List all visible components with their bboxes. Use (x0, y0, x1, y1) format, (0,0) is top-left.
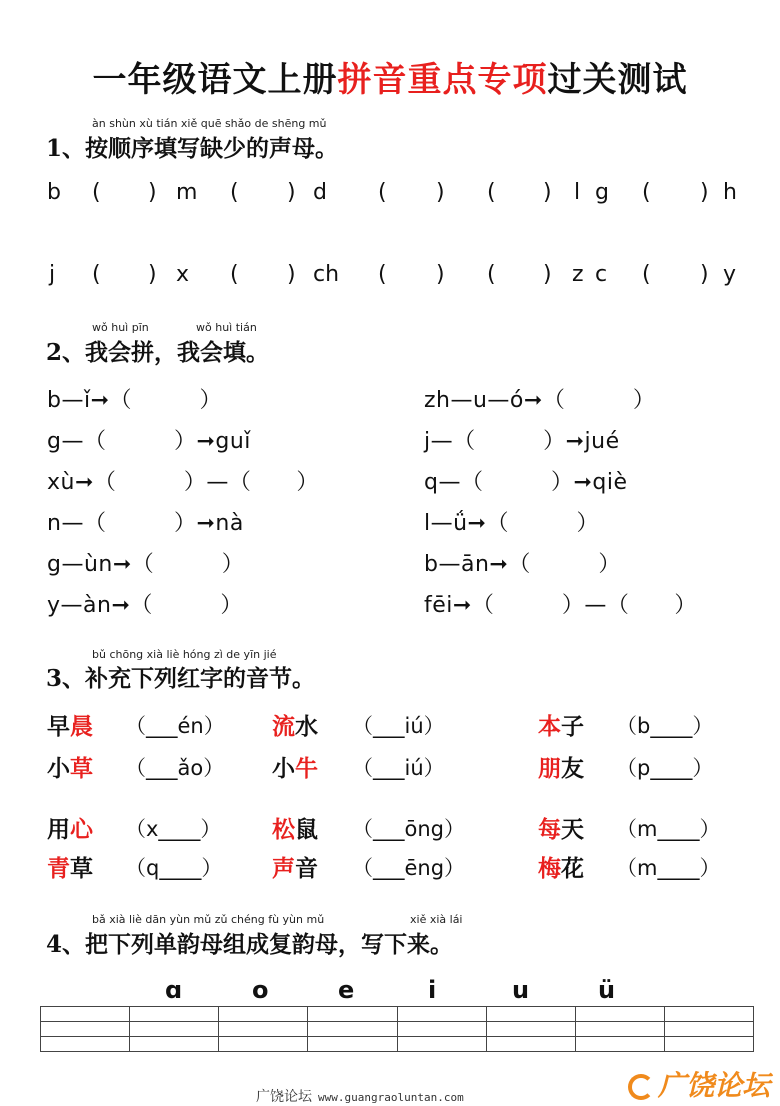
seq-item: ) (436, 262, 445, 287)
vowel: e (338, 976, 355, 1004)
seq-item: ( (642, 262, 651, 287)
seq-item: j (49, 262, 56, 287)
q2-right-item: q—（ ）➞qiè (424, 470, 628, 495)
q1-pinyin: àn shùn xù tián xiě quē shǎo de shēng mǔ (92, 117, 327, 130)
q3-word (538, 708, 584, 741)
site-logo (628, 1064, 770, 1104)
q4-heading: 4、把下列单韵母组成复韵母，写下来。 (46, 931, 454, 958)
seq-item: ( (230, 262, 239, 287)
seq-item: ( (378, 262, 387, 287)
seq-item: ) (543, 262, 552, 287)
q3-word (272, 811, 318, 844)
seq-item: x (176, 262, 190, 287)
q3-word (272, 850, 318, 883)
q4-pinyin-1: bǎ xià liè dān yùn mǔ zǔ chéng fù yùn mǔ (92, 913, 325, 926)
q3-answer: （___ǎo） (125, 756, 225, 780)
q3-word (47, 850, 93, 883)
q3-word (538, 811, 584, 844)
footer (256, 1086, 464, 1106)
word-char: 小 (272, 755, 295, 782)
q3-answer: （___én） (125, 714, 225, 738)
q3-pinyin: bǔ chōng xià liè hóng zì de yīn jié (92, 648, 277, 661)
q2-right-item: zh—u—ó➞（ ） (424, 388, 656, 413)
word-char-red: 梅 (538, 855, 561, 882)
seq-item: ) (287, 262, 296, 287)
q3-answer: （___ēng） (352, 856, 466, 880)
q2-left-item: b—ǐ➞（ ） (47, 388, 223, 413)
word-char-red: 朋 (538, 755, 561, 782)
q3-answer: （b____） (616, 714, 714, 738)
seq-item: ( (487, 180, 496, 205)
seq-item: ( (487, 262, 496, 287)
q3-answer: （q____） (125, 856, 223, 880)
seq-item: ( (92, 262, 101, 287)
q3-word (47, 811, 93, 844)
footer-url: www.guangraoluntan.com (318, 1091, 464, 1104)
seq-item: y (723, 262, 737, 287)
seq-item: ) (700, 180, 709, 205)
vowel: o (252, 976, 269, 1004)
word-char-red: 流 (272, 713, 295, 740)
seq-item: c (595, 262, 608, 287)
seq-item: m (176, 180, 198, 205)
footer-site: 广饶论坛 (256, 1089, 312, 1105)
vowel: ɑ (165, 976, 183, 1004)
seq-item: ) (287, 180, 296, 205)
q2-right-item: fēi➞（ ）—（ ） (424, 593, 697, 618)
grid-row (41, 1022, 754, 1037)
word-char: 小 (47, 755, 70, 782)
q2-left-item: xù➞（ ）—（ ） (47, 470, 319, 495)
seq-item: ( (378, 180, 387, 205)
word-char: 用 (47, 816, 70, 843)
q2-left-item: g—（ ）➞guǐ (47, 429, 251, 454)
q3-word (47, 708, 93, 741)
seq-item: d (313, 180, 327, 205)
grid-row (41, 1037, 754, 1052)
q2-pinyin-1: wǒ huì pīn (92, 321, 149, 334)
word-char-red: 心 (70, 816, 93, 843)
q3-word (272, 750, 318, 783)
seq-item: ) (543, 180, 552, 205)
q3-answer: （m____） (616, 856, 721, 880)
q3-word (47, 750, 93, 783)
seq-item: h (723, 180, 737, 205)
word-char-red: 松 (272, 816, 295, 843)
seq-item: ( (642, 180, 651, 205)
answer-grid (40, 1006, 754, 1052)
seq-item: l (574, 180, 581, 205)
q3-answer: （p____） (616, 756, 714, 780)
q2-left-item: g—ùn➞（ ） (47, 552, 245, 577)
word-char-red: 青 (47, 855, 70, 882)
q4-pinyin-2: xiě xià lái (410, 913, 463, 926)
q3-answer: （m____） (616, 817, 721, 841)
word-char: 花 (561, 855, 584, 882)
q1-heading: 1、按顺序填写缺少的声母。 (46, 135, 339, 162)
word-char-red: 本 (538, 713, 561, 740)
q3-word (538, 750, 584, 783)
q2-right-item: j—（ ）➞jué (424, 429, 620, 454)
seq-item: ) (700, 262, 709, 287)
seq-item: ( (230, 180, 239, 205)
seq-item: ) (148, 180, 157, 205)
vowel: u (512, 976, 530, 1004)
q3-word (272, 708, 318, 741)
logo-text: 广饶论坛 (657, 1069, 770, 1102)
word-char: 友 (561, 755, 584, 782)
seq-item: ) (148, 262, 157, 287)
q2-left-item: y—àn➞（ ） (47, 593, 243, 618)
word-char: 音 (295, 855, 318, 882)
seq-item: ( (92, 180, 101, 205)
page-title (0, 52, 780, 101)
word-char: 草 (70, 855, 93, 882)
seq-item: g (595, 180, 609, 205)
word-char-red: 声 (272, 855, 295, 882)
word-char: 水 (295, 713, 318, 740)
q3-answer: （___ōng） (352, 817, 465, 841)
grid-row (41, 1007, 754, 1022)
title-part1: 一年级语文上册 (92, 60, 338, 100)
vowel: ü (598, 976, 616, 1004)
title-part2: 拼音重点专项 (337, 60, 548, 100)
q2-right-item: l—ǘ➞（ ） (424, 511, 599, 536)
word-char: 天 (561, 816, 584, 843)
word-char: 鼠 (295, 816, 318, 843)
q3-answer: （___iú） (352, 714, 445, 738)
q2-left-item: n—（ ）➞nà (47, 511, 244, 536)
word-char-red: 牛 (295, 755, 318, 782)
vowel: i (428, 976, 437, 1004)
q2-right-item: b—ān➞（ ） (424, 552, 621, 577)
word-char-red: 每 (538, 816, 561, 843)
seq-item: ) (436, 180, 445, 205)
word-char-red: 晨 (70, 713, 93, 740)
q3-heading: 3、补充下列红字的音节。 (46, 665, 316, 692)
q3-answer: （___iú） (352, 756, 445, 780)
logo-g-icon (628, 1074, 654, 1100)
q3-answer: （x____） (125, 817, 222, 841)
word-char: 子 (561, 713, 584, 740)
q2-heading: 2、我会拼，我会填。 (46, 339, 270, 366)
seq-item: ch (313, 262, 340, 287)
word-char: 早 (47, 713, 70, 740)
q3-word (538, 850, 584, 883)
title-part3: 过关测试 (547, 60, 688, 100)
q2-pinyin-2: wǒ huì tián (196, 321, 257, 334)
word-char-red: 草 (70, 755, 93, 782)
seq-item: b (47, 180, 61, 205)
seq-item: z (572, 262, 584, 287)
